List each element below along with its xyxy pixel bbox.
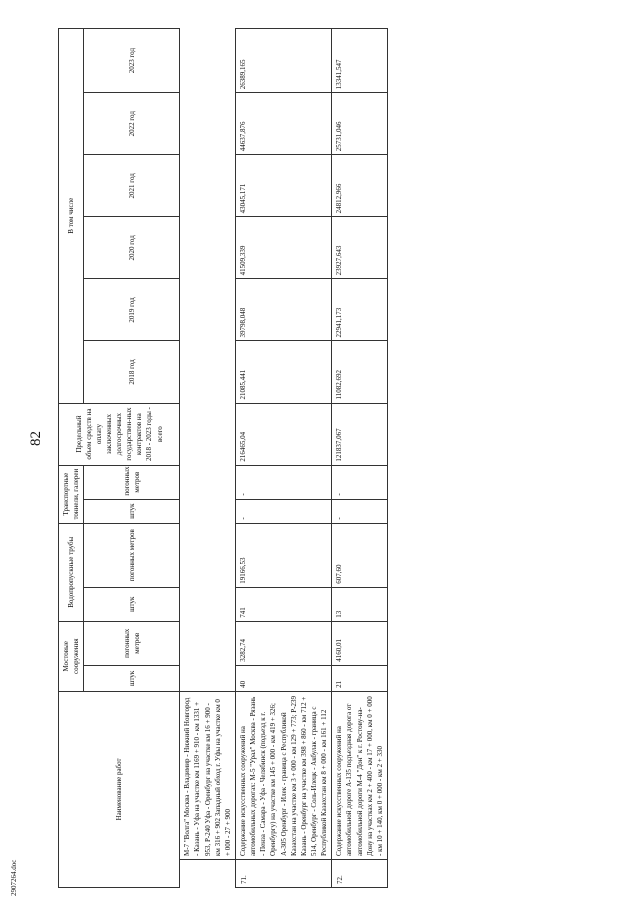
year-2019-value: 39798,048 — [235, 279, 331, 341]
header-tunnels-linear: погонных метров — [84, 465, 180, 499]
header-year-2022: 2022 год — [84, 93, 180, 155]
tunnels-linear: - — [332, 465, 388, 499]
document-code: 2907264.doc — [10, 859, 18, 896]
header-row-1 — [59, 29, 84, 888]
bridges-units: 21 — [332, 665, 388, 691]
row-number: 72. — [332, 859, 388, 887]
works-table — [58, 28, 388, 888]
page-number: 82 — [28, 431, 44, 446]
year-2018-value: 11082,692 — [332, 341, 388, 403]
header-limit: Предельный объем средств на оплату заключенных долгосрочных государствен-ных контрактов на 2018 - 2023 годы - всего — [59, 403, 180, 465]
header-bridges: Мостовые сооружения — [59, 621, 84, 691]
header-name: Наименование работ — [59, 691, 180, 887]
culverts-units: 741 — [235, 587, 331, 621]
tunnels-linear: - — [235, 465, 331, 499]
year-2022-value: 25731,046 — [332, 93, 388, 155]
year-2023-value: 26389,165 — [235, 29, 331, 93]
total-limit: 121837,067 — [332, 403, 388, 465]
year-2018-value: 21085,441 — [235, 341, 331, 403]
year-2022-value: 44637,876 — [235, 93, 331, 155]
total-limit: 216465,04 — [235, 403, 331, 465]
year-2019-value: 22941,173 — [332, 279, 388, 341]
culverts-linear: 19166,53 — [235, 523, 331, 587]
header-culverts-linear: погонных метров — [84, 523, 180, 587]
tunnels-units: - — [332, 499, 388, 523]
table-row — [235, 29, 331, 888]
year-2023-value: 13341,547 — [332, 29, 388, 93]
header-bridges-linear: погонных метров — [84, 621, 180, 665]
tunnels-units: - — [235, 499, 331, 523]
year-2020-value: 41509,339 — [235, 217, 331, 279]
continued-row-name: М-7 "Волга" Москва - Владимир - Нижний Новгород - Казань - Уфа на участке км 1169 + 910 - км 1331 + 953, Р-240 Уфа - Оренбург на участке км 16 + 900 - км 316 + 902 Западный обход г. Уфы на участке км 0 + 000 - 27 + 900 — [180, 691, 236, 859]
year-2021-value: 43045,171 — [235, 155, 331, 217]
table-row — [332, 29, 388, 888]
year-2020-value: 23927,643 — [332, 217, 388, 279]
header-culverts-units: штук — [84, 587, 180, 621]
year-2021-value: 24812,966 — [332, 155, 388, 217]
header-year-2023: 2023 год — [84, 29, 180, 93]
row-name: Содержание искусственных сооружений на автомобильных дорогах: М-5 "Урал" Москва - Рязань - Пенза - Самара - Уфа - Челябинск (подъезд к г. Оренбургу) на участке км 145 + 000 - км 419 + 326; А-305 Оренбург - Илек - граница с Республикой Казахстан на участке км 3 + 000 - км 129 + 773; Р-239 Казань - Оренбург на участке км 398 + 860 - км 712 + 514, Оренбург - Соль-Илецк - Акбулак - граница с Республикой Казахстан км 8 + 000 - км 161 + 112 — [235, 691, 331, 859]
culverts-units: 13 — [332, 587, 388, 621]
header-year-2019: 2019 год — [84, 279, 180, 341]
bridges-linear: 4160,01 — [332, 621, 388, 665]
header-tunnels: Транспортные тоннели, галереи — [59, 465, 84, 523]
header-culverts: Водопропускные трубы — [59, 523, 84, 621]
rotated-table-sheet — [58, 28, 620, 888]
header-tunnels-units: штук — [84, 499, 180, 523]
header-year-2021: 2021 год — [84, 155, 180, 217]
header-year-2018: 2018 год — [84, 341, 180, 403]
row-number: 71. — [235, 859, 331, 887]
header-bridges-units: штук — [84, 665, 180, 691]
bridges-units: 40 — [235, 665, 331, 691]
header-including: В том числе — [59, 29, 84, 404]
table-row-continued — [180, 29, 236, 888]
header-year-2020: 2020 год — [84, 217, 180, 279]
row-name: Содержание искусственных сооружений на автомобильной дороге А-135 подъездная дорога от автомобильной дороги М-4 "Дон" к г. Ростову-на-Дону на участках км 2 + 400 - км 17 + 000, км 0 + 000 - км 10 + 140, км 0 + 000 - км 2 + 330 — [332, 691, 388, 859]
culverts-linear: 607,60 — [332, 523, 388, 587]
bridges-linear: 3282,74 — [235, 621, 331, 665]
